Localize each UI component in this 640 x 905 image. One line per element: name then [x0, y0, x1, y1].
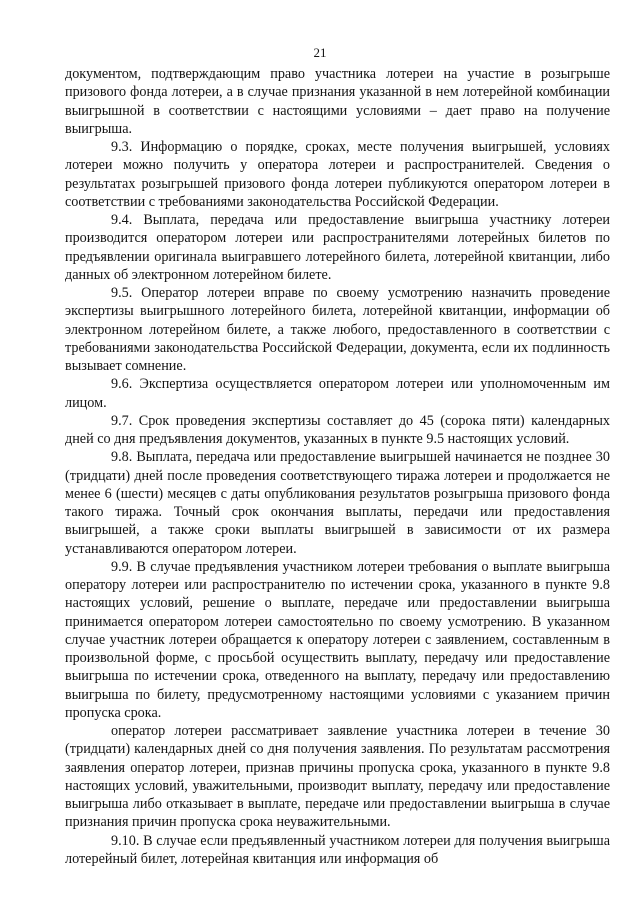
paragraph-9-5: 9.5. Оператор лотереи вправе по своему усмотрению назначить проведение экспертизы выигрышного лотерейного билета, лотерейной квитанции, информации об электронном лотерейном билете, а также любого, предоставленного в соответствии с требованиями законодательства Российской Федерации, документа, если их подлинность вызывает сомнение.	[65, 285, 610, 374]
paragraph-9-8: 9.8. Выплата, передача или предоставление выигрышей начинается не позднее 30 (тридцати) дней после проведения соответствующего тиража лотереи и продолжается не менее 6 (шести) месяцев с даты опубликования результатов розыгрыша призового фонда такого тиража. Точный срок окончания выплаты, передачи или предоставления выигрышей, а также сроки выплаты выигрышей в зависимости от их размера устанавливаются оператором лотереи.	[65, 449, 610, 557]
paragraph-9-6: 9.6. Экспертиза осуществляется оператором лотереи или уполномоченным им лицом.	[65, 376, 610, 411]
paragraph-9-7: 9.7. Срок проведения экспертизы составляет до 45 (сорока пяти) календарных дней со дня предъявления документов, указанных в пункте 9.5 настоящих условий.	[65, 412, 610, 447]
paragraph-continuation: документом, подтверждающим право участника лотереи на участие в розыгрыше призового фонда лотереи, а в случае признания указанной в нем лотерейной комбинации выигрышной в соответствии с настоящими условиями – дает право на получение выигрыша.	[65, 66, 610, 137]
paragraph-9-9: 9.9. В случае предъявления участником лотереи требования о выплате выигрыша оператору лотереи или распространителю по истечении срока, указанного в пункте 9.8 настоящих условий, решение о выплате, передаче или предоставлении выигрыша принимается оператором лотереи самостоятельно по своему усмотрению. В указанном случае участник лотереи обращается к оператору лотереи с заявлением, составленным в произвольной форме, с просьбой осуществить выплату, передачу или предоставление выигрыша по истечении срока, отведенного на выплату, передачу или предоставлению выигрыша по билету, предусмотренному настоящими условиями с указанием причин пропуска срока.	[65, 558, 610, 721]
document-body	[65, 65, 610, 868]
paragraph-9-3: 9.3. Информацию о порядке, сроках, месте получения выигрышей, условиях лотереи можно получить у оператора лотереи и распространителей. Сведения о результатах розыгрышей призового фонда лотереи публикуются оператором лотереи в соответствии с требованиями законодательства Российской Федерации.	[65, 139, 610, 210]
paragraph-9-9-continued: оператор лотереи рассматривает заявление участника лотереи в течение 30 (тридцати) календарных дней со дня получения заявления. По результатам рассмотрения заявления оператор лотереи, признав причины пропуска срока, указанного в пункте 9.8 настоящих условий, уважительными, производит выплату, передачу или предоставление выигрыша либо отказывает в выплате, передаче или предоставлении выигрыша в случае признания причин пропуска срока неуважительными.	[65, 723, 610, 831]
page-number: 21	[313, 45, 327, 60]
paragraph-9-4: 9.4. Выплата, передача или предоставление выигрыша участнику лотереи производится оператором лотереи или распространителями лотерейных билетов по предъявлении оригинала выигравшего лотерейного билета, лотерейной квитанции, либо данных об электронном лотерейном билете.	[65, 212, 610, 283]
paragraph-9-10: 9.10. В случае если предъявленный участником лотереи для получения выигрыша лотерейный билет, лотерейная квитанция или информация об	[65, 832, 610, 867]
